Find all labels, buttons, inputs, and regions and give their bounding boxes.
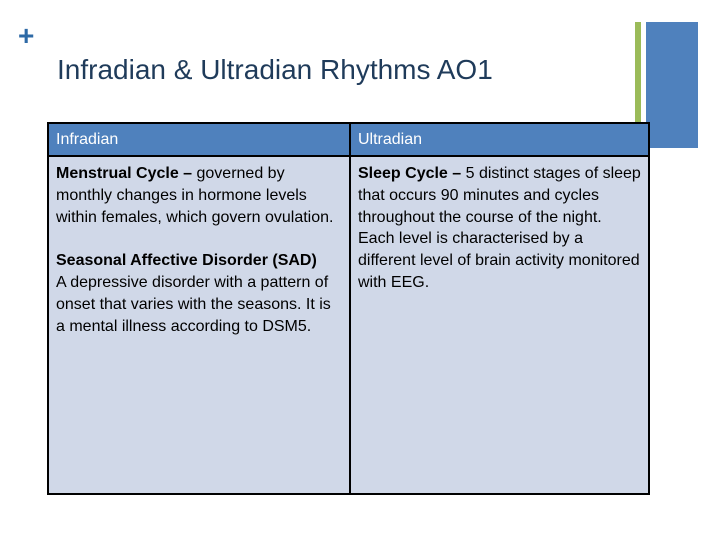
sleep-cycle-text: 5 distinct stages of sleep that occurs 90 minutes and cycles throughout the course of the night. Each level is characterised by a different level of brain activity monitored with EEG. <box>358 165 641 291</box>
rhythms-table <box>47 122 650 495</box>
spacer <box>56 228 342 250</box>
table-header-row <box>48 123 649 156</box>
sleep-cycle-entry <box>358 163 641 294</box>
slide-title: Infradian & Ultradian Rhythms AO1 <box>57 54 493 85</box>
ultradian-cell <box>350 156 649 494</box>
sleep-cycle-term: Sleep Cycle – <box>358 165 462 182</box>
plus-decoration: + <box>18 20 35 51</box>
header-infradian: Infradian <box>48 123 350 156</box>
table-row <box>48 156 649 494</box>
menstrual-cycle-text: governed by monthly changes in hormone levels within females, which govern ovulation. <box>56 165 334 226</box>
sad-text: A depressive disorder with a pattern of onset that varies with the seasons. It is a mental illness according to DSM5. <box>56 274 331 335</box>
header-ultradian: Ultradian <box>350 123 649 156</box>
menstrual-cycle-entry <box>56 163 342 228</box>
infradian-cell <box>48 156 350 494</box>
sad-term: Seasonal Affective Disorder (SAD) <box>56 252 317 270</box>
accent-blue-block <box>646 22 698 148</box>
menstrual-cycle-term: Menstrual Cycle – <box>56 165 193 182</box>
